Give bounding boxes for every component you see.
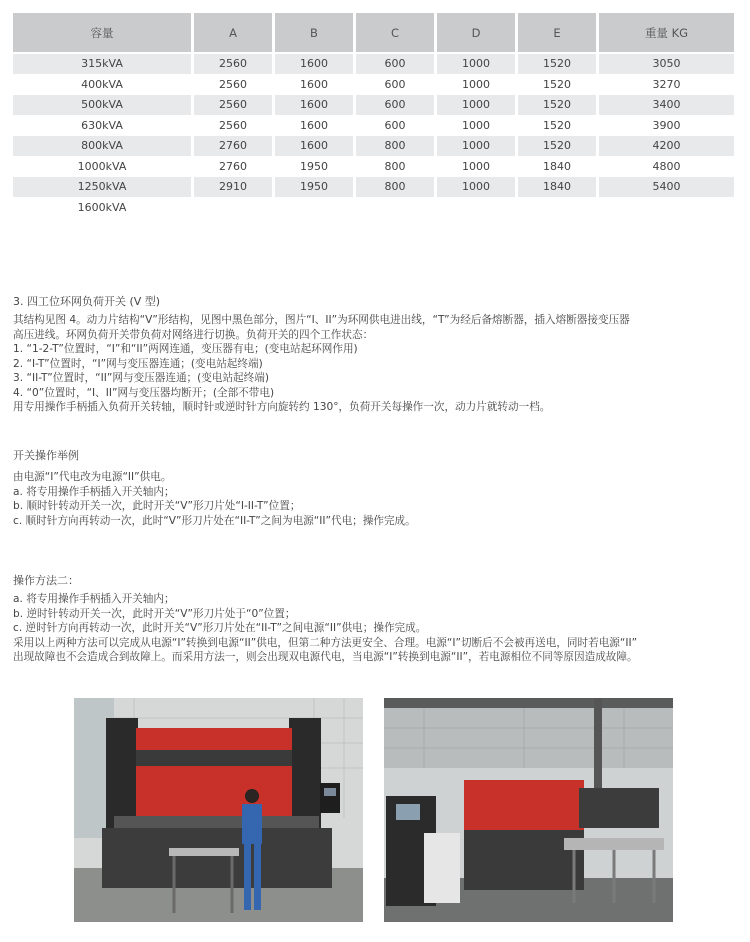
table-cell: 2910 <box>194 177 275 198</box>
table-cell <box>599 198 734 219</box>
header-e: E <box>518 13 599 54</box>
table-row <box>13 136 734 157</box>
table-cell: 5400 <box>599 177 734 198</box>
table-cell: 600 <box>356 116 437 137</box>
method2-line: c. 逆时针方向再转动一次，此时开关“V”形刀片处在“II-T”之间电源“II”供电；操作完成。 <box>13 622 427 634</box>
section3-line: 用专用操作手柄插入负荷开关转轴，顺时针或逆时针方向旋转约 130°，负荷开关每操作一次，动力片就转动一档。 <box>13 401 551 413</box>
section3-line: 2. “I-T”位置时，“I”网与变压器连通；(变电站起终端) <box>13 357 263 370</box>
example-line: a. 将专用操作手柄插入开关轴内； <box>13 485 175 498</box>
table-cell: 600 <box>356 75 437 96</box>
example-line: b. 顺时针转动开关一次，此时开关“V”形刀片处“I-II-T”位置； <box>13 500 301 512</box>
header-a: A <box>194 13 275 54</box>
spec-table <box>13 13 734 218</box>
table-cell: 2560 <box>194 75 275 96</box>
table-cell <box>356 198 437 219</box>
section3-heading: 3. 四工位环网负荷开关 (V 型) <box>13 295 161 308</box>
table-cell: 1520 <box>518 95 599 116</box>
table-cell: 1520 <box>518 75 599 96</box>
table-cell: 500kVA <box>13 95 194 116</box>
header-weight: 重量 KG <box>599 13 734 54</box>
section3-body <box>13 313 737 415</box>
punch-press-photo <box>384 698 673 922</box>
table-row <box>13 177 734 198</box>
table-cell: 1000 <box>437 136 518 157</box>
table-cell: 1600 <box>275 116 356 137</box>
method2-line: 出现故障也不会造成合到故障上。而采用方法一，则会出现双电源代电，当电源“I”转换到电源“II”，若电源相位不同等原因造成故障。 <box>13 651 638 663</box>
table-cell: 2760 <box>194 157 275 178</box>
table-cell: 1600kVA <box>13 198 194 219</box>
table-cell <box>518 198 599 219</box>
method2-body <box>13 592 737 665</box>
table-cell: 1000 <box>437 177 518 198</box>
section3-line: 3. “II-T”位置时，“II”网与变压器连通；(变电站起终端) <box>13 372 269 384</box>
example-line: 由电源“I”代电改为电源“II”供电。 <box>13 471 172 483</box>
table-cell: 1840 <box>518 177 599 198</box>
table-cell: 600 <box>356 95 437 116</box>
method2-heading: 操作方法二： <box>13 574 79 587</box>
table-cell: 3050 <box>599 54 734 75</box>
example-heading: 开关操作举例 <box>13 449 79 462</box>
section3-line: 4. “0”位置时，“I、II”网与变压器均断开；(全部不带电) <box>13 386 275 399</box>
table-cell: 4200 <box>599 136 734 157</box>
table-cell: 630kVA <box>13 116 194 137</box>
table-cell: 800 <box>356 177 437 198</box>
table-cell: 1000kVA <box>13 157 194 178</box>
table-cell: 3900 <box>599 116 734 137</box>
table-cell: 1600 <box>275 54 356 75</box>
table-row <box>13 75 734 96</box>
table-cell: 1520 <box>518 54 599 75</box>
example-line: c. 顺时针方向再转动一次，此时“V”形刀片处在“II-T”之间为电源“II”代电；操作完成。 <box>13 514 416 527</box>
table-row <box>13 116 734 137</box>
table-cell: 1000 <box>437 75 518 96</box>
header-b: B <box>275 13 356 54</box>
table-cell: 3400 <box>599 95 734 116</box>
table-cell: 2560 <box>194 54 275 75</box>
table-cell: 2560 <box>194 116 275 137</box>
table-cell: 1840 <box>518 157 599 178</box>
section3-line: 1. “1-2-T”位置时，“I”和“II”两网连通，变压器有电；(变电站起环网作用) <box>13 343 358 355</box>
section3-line: 高压进线。环网负荷开关带负荷对网络进行切换。负荷开关的四个工作状态： <box>13 328 374 341</box>
table-row <box>13 157 734 178</box>
press-brake-photo <box>74 698 363 922</box>
table-cell: 400kVA <box>13 75 194 96</box>
table-cell: 1520 <box>518 136 599 157</box>
table-cell: 1250kVA <box>13 177 194 198</box>
header-d: D <box>437 13 518 54</box>
table-cell: 1000 <box>437 157 518 178</box>
table-cell: 315kVA <box>13 54 194 75</box>
table-cell: 800 <box>356 157 437 178</box>
table-cell: 2760 <box>194 136 275 157</box>
table-row <box>13 95 734 116</box>
table-cell: 1000 <box>437 95 518 116</box>
table-cell: 600 <box>356 54 437 75</box>
method2-line: a. 将专用操作手柄插入开关轴内； <box>13 593 175 605</box>
header-capacity: 容量 <box>13 13 194 54</box>
table-cell: 1600 <box>275 95 356 116</box>
table-cell <box>194 198 275 219</box>
table-cell: 4800 <box>599 157 734 178</box>
table-cell: 800 <box>356 136 437 157</box>
table-cell: 1950 <box>275 177 356 198</box>
table-body <box>13 54 734 218</box>
table-row <box>13 54 734 75</box>
table-cell <box>275 198 356 219</box>
table-header-row <box>13 13 734 54</box>
table-cell: 1600 <box>275 75 356 96</box>
table-cell: 2560 <box>194 95 275 116</box>
method2-line: 采用以上两种方法可以完成从电源“I”转换到电源“II”供电，但第二种方法更安全、合理。电源“I”切断后不会被再送电，同时若电源“II” <box>13 636 638 649</box>
header-c: C <box>356 13 437 54</box>
section3-line: 其结构见图 4。动力片结构“V”形结构，见图中黑色部分，图片“I、II”为环网供电进出线，“T”为经后备熔断器，插入熔断器接变压器 <box>13 314 630 326</box>
table-cell: 3270 <box>599 75 734 96</box>
table-cell: 1000 <box>437 54 518 75</box>
method2-line: b. 逆时针转动开关一次，此时开关“V”形刀片处于“0”位置； <box>13 607 296 620</box>
table-cell: 1600 <box>275 136 356 157</box>
example-body <box>13 470 737 528</box>
table-row <box>13 198 734 219</box>
table-cell: 800kVA <box>13 136 194 157</box>
table-cell: 1000 <box>437 116 518 137</box>
table-cell <box>437 198 518 219</box>
table-cell: 1950 <box>275 157 356 178</box>
table-cell: 1520 <box>518 116 599 137</box>
